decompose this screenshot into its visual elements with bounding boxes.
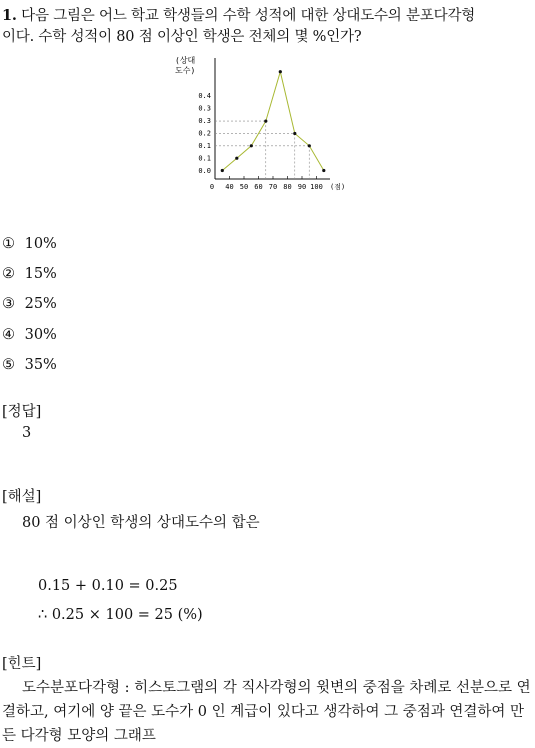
choice-5[interactable]	[2, 357, 57, 373]
choice-5-mark: ⑤	[2, 357, 15, 373]
data-point	[250, 144, 253, 147]
choice-2-text: 15%	[24, 266, 57, 282]
origin-label: 0	[209, 183, 215, 191]
answer-heading: [정답]	[2, 404, 42, 420]
choice-3-mark: ③	[2, 296, 15, 312]
x-tick-label: 40	[225, 183, 234, 191]
explanation-equation-1: 0.15 + 0.10 = 0.25	[38, 578, 178, 594]
x-tick-label: 80	[283, 183, 292, 191]
y-tick-label: 0.2	[198, 129, 211, 138]
choice-3[interactable]	[2, 296, 57, 312]
hint-heading: [힌트]	[2, 656, 42, 672]
choice-5-text: 35%	[24, 357, 57, 373]
data-point	[293, 132, 296, 135]
choice-4-mark: ④	[2, 327, 15, 343]
choice-1-text: 10%	[24, 236, 57, 252]
explanation-text: 80 점 이상인 학생의 상대도수의 합은	[22, 515, 260, 531]
choice-1[interactable]	[2, 236, 57, 252]
choice-4-text: 30%	[24, 327, 57, 343]
choice-2-mark: ②	[2, 266, 15, 282]
y-tick-label: 0.1	[198, 154, 211, 163]
hint-text: 도수분포다각형 : 히스토그램의 각 직사각형의 윗변의 중점을 차례로 선분으로 연결하고, 여기에 양 끝은 도수가 0 인 계급이 있다고 생각하여 그 중점과 연결하여 만든 다각형 모양의 그래프	[2, 680, 531, 744]
answer-value: 3	[22, 425, 32, 441]
choice-3-text: 25%	[24, 296, 57, 312]
question-text-2: 이다. 수학 성적이 80 점 이상인 학생은 전체의 몇 %인가?	[2, 29, 362, 45]
y-tick-label: 0.1	[198, 142, 211, 150]
y-axis-label-line-1: (상대	[175, 56, 196, 65]
data-point	[221, 169, 224, 172]
y-axis-label-line-2: 도수)	[175, 66, 196, 75]
data-point	[264, 120, 267, 123]
x-tick-label: 90	[297, 183, 307, 191]
y-tick-label: 0.0	[198, 167, 211, 175]
explanation-heading: [해설]	[2, 489, 42, 505]
y-tick-label: 0.3	[198, 117, 211, 125]
x-tick-label: 60	[254, 183, 263, 191]
question-number: 1.	[2, 7, 17, 24]
x-tick-label: 50	[239, 183, 249, 191]
data-point	[279, 70, 282, 73]
choice-1-mark: ①	[2, 236, 15, 252]
x-axis-unit: (점)	[330, 183, 346, 191]
data-point	[322, 169, 325, 172]
question-text-1: 다음 그림은 어느 학교 학생들의 수학 성적에 대한 상대도수의 분포다각형	[21, 8, 476, 24]
choice-2[interactable]	[2, 266, 57, 282]
polygon-line	[222, 72, 323, 171]
x-tick-label: 70	[268, 183, 278, 191]
question-line-1	[2, 4, 475, 25]
y-tick-label: 0.3	[198, 104, 211, 113]
y-tick-label: 0.4	[198, 92, 211, 100]
data-point	[308, 144, 311, 147]
choice-4[interactable]	[2, 327, 57, 343]
frequency-polygon-chart	[170, 52, 355, 194]
explanation-equation-2: ∴ 0.25 × 100 = 25 (%)	[38, 607, 203, 623]
x-tick-label: 100	[310, 183, 323, 191]
data-point	[235, 157, 238, 160]
